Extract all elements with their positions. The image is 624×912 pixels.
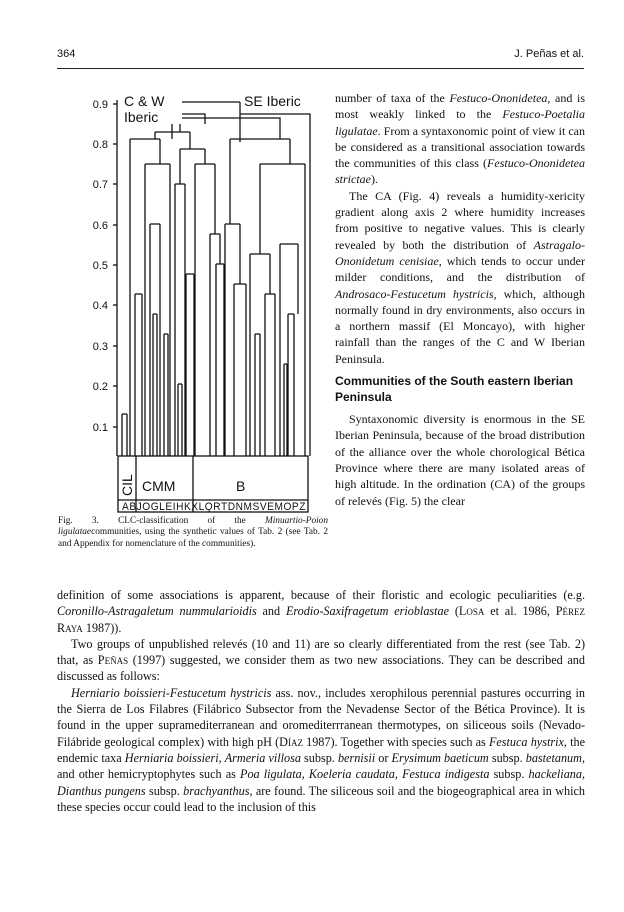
body-text <box>57 587 585 815</box>
paragraph: Herniario boissieri-Festucetum hystricis ass. nov., includes xerophilous perennial pastures occurring in the Sierra de Los Filabres (Filábrico Subsector from the Nevadense Sector of the Bética Province). It is found in the upper supramediterranean and oromediterrranean thermotypes, on siliceous soils (Nevado-Filábride geological complex) with high pH (Díaz 1987). Together with species such as Festuca hystrix, the endemic taxa Herniaria boissieri, Armeria villosa subsp. bernisii or Erysimum baeticum subsp. bastetanum, and other hemicryptophytes such as Poa ligulata, Koeleria caudata, Festuca indigesta subsp. hackeliana, Dianthus pungens subsp. brachyanthus, are found. The siliceous soil and the biogeographical area in which these species occur could lead to the inclusion of this <box>57 685 586 814</box>
dendrogram-figure <box>60 84 330 519</box>
paragraph: Syntaxonomic diversity is enormous in the SE Iberian Peninsula, because of the broad distribution of the alliance over the whole chorological Bética Province where there are many isolated areas of high altitude. In the ordination (CA) of the groups of relevés (Fig. 5) the clear <box>335 412 585 508</box>
caption-syntaxon: Minuartio-Poion ligulatae <box>58 516 328 538</box>
y-tick: 0.8 <box>92 139 108 151</box>
header-rule <box>57 68 584 69</box>
cluster-label-se: SE Iberic <box>244 93 301 109</box>
caption-text: CLC-classification of the <box>118 516 246 526</box>
cluster-label-cmm: CMM <box>142 478 176 494</box>
paragraph: number of taxa of the Festuco-Ononidetea, and is most weakly linked to the Festuco-Poetalia ligulatae. From a syntaxonomic point of view it can be considered as a transitional association towards the communities of this class (Festuco-Ononidetea strictae). <box>335 91 585 187</box>
y-tick: 0.2 <box>92 381 108 393</box>
page-number: 364 <box>57 48 76 60</box>
y-tick: 0.7 <box>92 179 108 191</box>
right-column <box>335 90 585 509</box>
leaf-codes: ABJOGLEIHKXLQRTDNMSVEMOPZ <box>122 501 306 513</box>
caption-fig-label: Fig. 3. <box>58 516 99 526</box>
y-tick: 0.1 <box>92 422 108 434</box>
y-tick: 0.9 <box>92 99 108 111</box>
section-heading: Communities of the South eastern Iberian Peninsula <box>335 374 574 405</box>
running-head-authors: J. Peñas et al. <box>514 48 584 60</box>
figure-caption <box>58 516 328 550</box>
caption-text: communities, using the synthetic values of Tab. 2 (see Tab. 2 and Appendix for nomenclature of the communities). <box>58 527 328 549</box>
y-tick: 0.4 <box>92 300 108 312</box>
cluster-label-cw: C & W <box>124 93 165 109</box>
dendrogram <box>60 84 330 514</box>
cluster-label-b: B <box>236 478 246 494</box>
cluster-label-iberic: Iberic <box>124 109 159 125</box>
paragraph: Two groups of unpublished relevés (10 and 11) are so clearly differentiated from the rest (see Tab. 2) that, as Peñas (1997) suggested, we consider them as two new associations. They can be described and discussed as follows: <box>57 636 585 684</box>
paragraph: definition of some associations is apparent, because of their floristic and ecologic peculiarities (e.g. Coronillo-Astragaletum nummularioidis and Erodio-Saxifragetum erioblastae (Losa et al. 1986, Pérez Raya 1987)). <box>57 588 585 635</box>
paragraph: The CA (Fig. 4) reveals a humidity-xericity gradient along axis 2 where humidity increases from positive to negative values. This is clearly revealed by both the distribution of Astragalo-Ononidetum cenisiae, which tends to occur under milder conditions, and the distribution of Androsaco-Festucetum hystricis, which, although normally found in dry environments, also occurs in a northern massif (El Moncayo), with higher rainfall than the ranges of the C and W Iberian Peninsula. <box>335 188 585 366</box>
dendrogram-branches <box>113 100 310 512</box>
y-tick: 0.3 <box>92 341 108 353</box>
cluster-label-cil: CIL <box>119 474 135 496</box>
y-tick: 0.5 <box>92 260 108 272</box>
y-tick: 0.6 <box>92 220 108 232</box>
